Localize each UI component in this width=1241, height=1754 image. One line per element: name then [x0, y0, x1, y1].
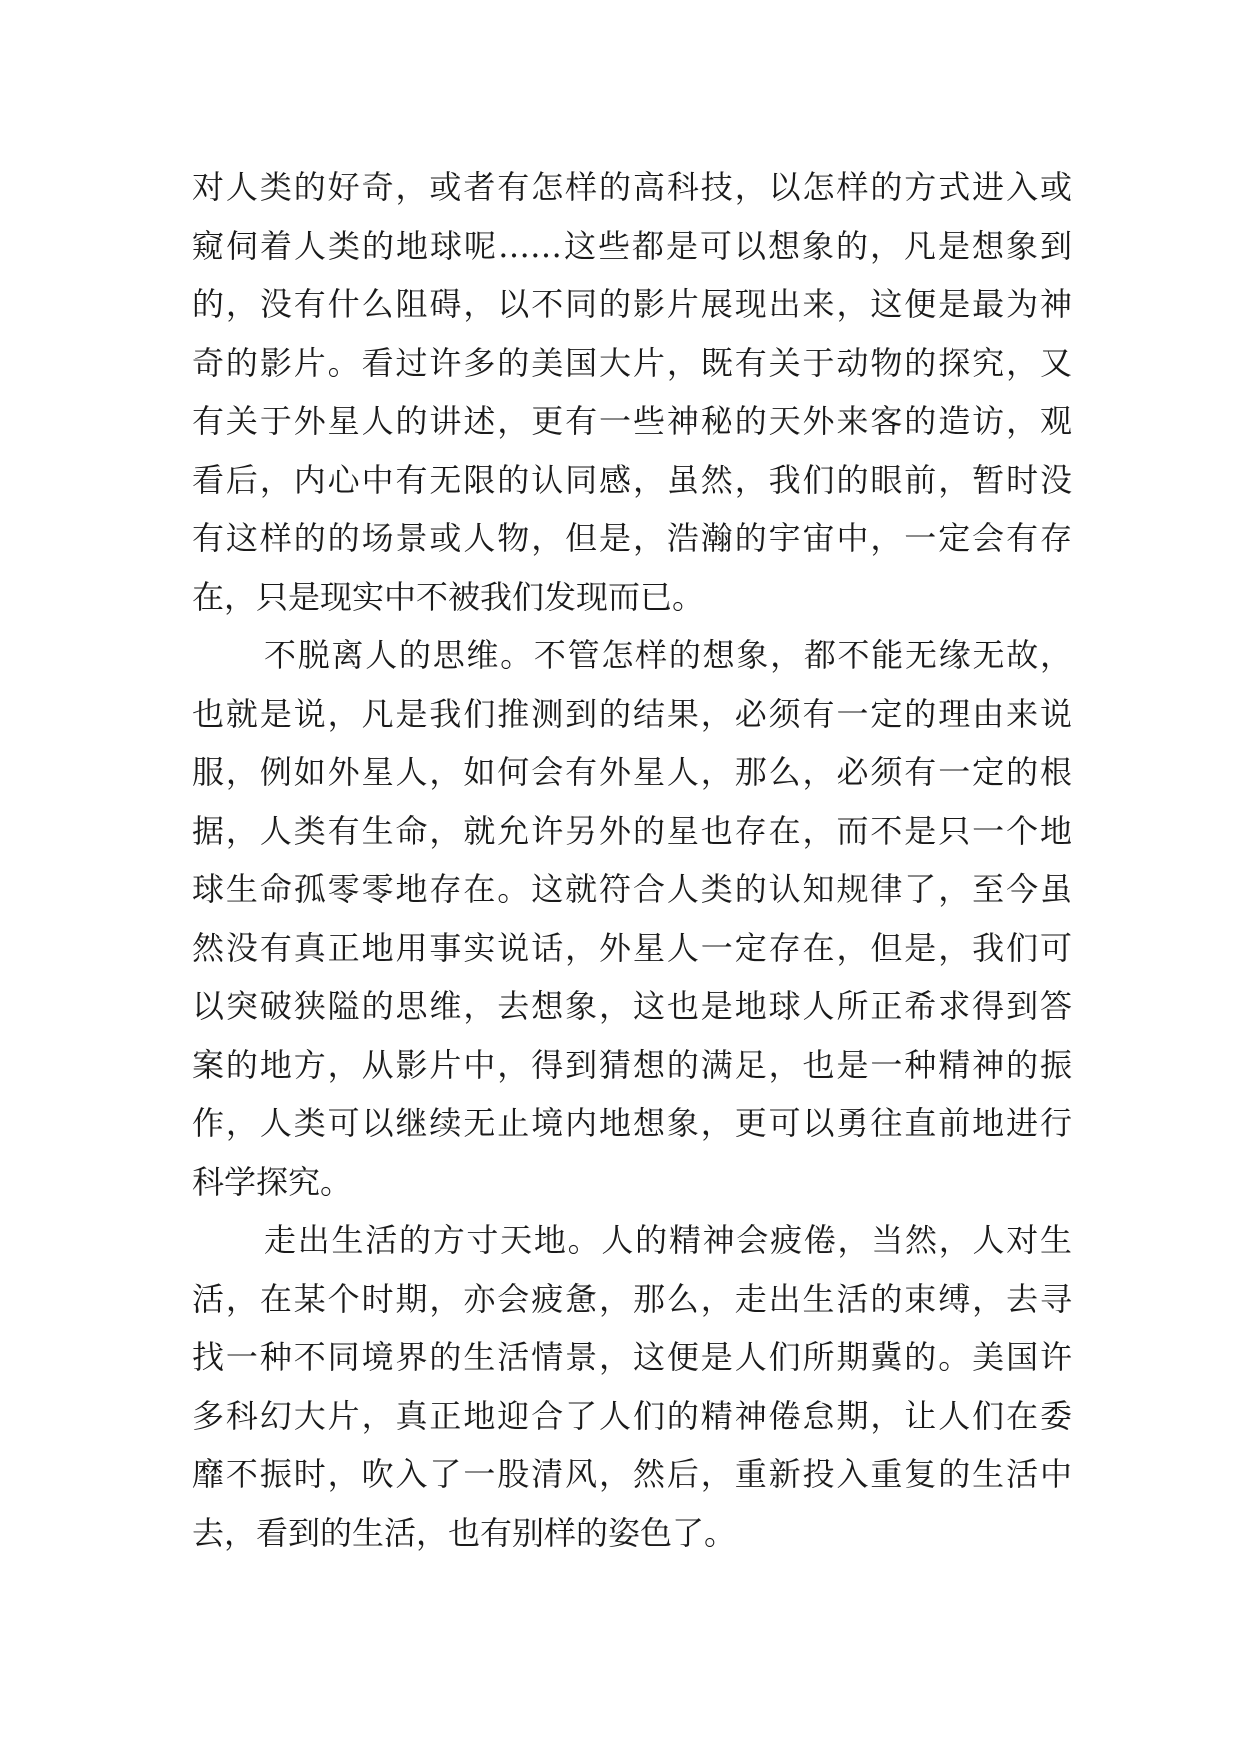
- paragraph-2-line-6: 然没有真正地用事实说话，外星人一定存在，但是，我们可: [192, 928, 1072, 967]
- paragraph-1-line-3: 的，没有什么阻碍，以不同的影片展现出来，这便是最为神: [192, 285, 1072, 323]
- paragraph-2-line-1: 不脱离人的思维。不管怎样的想象，都不能无缘无故，: [264, 636, 1072, 674]
- paragraph-1-line-4: 奇的影片。看过许多的美国大片，既有关于动物的探究，又: [192, 343, 1072, 382]
- paragraph-3-line-5: 靡不振时，吹入了一股清风，然后，重新投入重复的生活中: [192, 1455, 1072, 1493]
- paragraph-3-line-2: 活，在某个时期，亦会疲惫，那么，走出生活的束缚，去寻: [192, 1279, 1072, 1318]
- paragraph-1-line-6: 看后，内心中有无限的认同感，虽然，我们的眼前，暂时没: [192, 460, 1072, 499]
- paragraph-1-line-5: 有关于外星人的讲述，更有一些神秘的天外来客的造访，观: [192, 402, 1072, 440]
- paragraph-2-line-7: 以突破狭隘的思维，去想象，这也是地球人所正希求得到答: [192, 987, 1072, 1025]
- paragraph-2-line-9: 作，人类可以继续无止境内地想象，更可以勇往直前地进行: [192, 1104, 1072, 1142]
- paragraph-1-line-7: 有这样的的场景或人物，但是，浩瀚的宇宙中，一定会有存: [192, 519, 1072, 557]
- paragraph-2-line-8: 案的地方，从影片中，得到猜想的满足，也是一种精神的振: [192, 1045, 1072, 1084]
- paragraph-2-line-3: 服，例如外星人，如何会有外星人，那么，必须有一定的根: [192, 753, 1072, 791]
- paragraph-2-line-5: 球生命孤零零地存在。这就符合人类的认知规律了，至今虽: [192, 870, 1072, 908]
- paragraph-1-line-8: 在，只是现实中不被我们发现而已。: [192, 577, 705, 616]
- paragraph-3-line-3: 找一种不同境界的生活情景，这便是人们所期冀的。美国许: [192, 1338, 1072, 1376]
- paragraph-3-line-1: 走出生活的方寸天地。人的精神会疲倦，当然，人对生: [264, 1221, 1072, 1259]
- paragraph-2-line-4: 据，人类有生命，就允许另外的星也存在，而不是只一个地: [192, 811, 1072, 850]
- paragraph-1-line-1: 对人类的好奇，或者有怎样的高科技，以怎样的方式进入或: [192, 168, 1072, 206]
- paragraph-2-line-2: 也就是说，凡是我们推测到的结果，必须有一定的理由来说: [192, 694, 1072, 733]
- document-body: [192, 158, 1072, 1562]
- paragraph-1-line-2: 窥伺着人类的地球呢……这些都是可以想象的，凡是想象到: [192, 226, 1072, 265]
- paragraph-3-line-6: 去，看到的生活，也有别样的姿色了。: [192, 1513, 737, 1552]
- paragraph-2-line-10: 科学探究。: [192, 1162, 353, 1201]
- paragraph-3-line-4: 多科幻大片，真正地迎合了人们的精神倦怠期，让人们在委: [192, 1396, 1072, 1435]
